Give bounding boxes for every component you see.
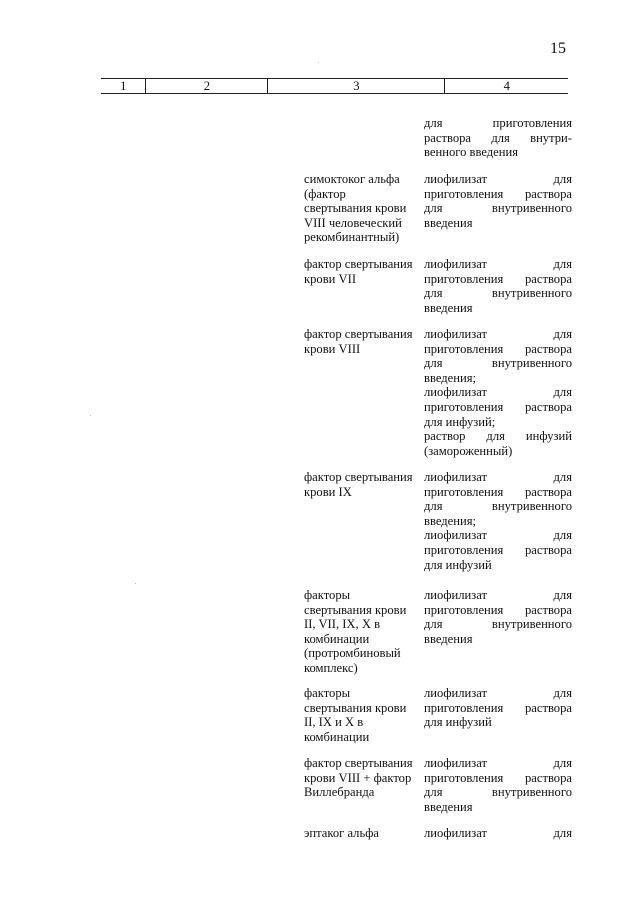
- dosage-form-line: введения: [424, 300, 473, 315]
- drug-name-line: свертывания крови: [304, 602, 407, 617]
- drug-name-cell: [304, 756, 420, 800]
- table-column-header: [101, 78, 568, 94]
- dosage-form-line: лиофилизат для: [424, 588, 572, 602]
- drug-name-line: фактор свертывания: [304, 257, 413, 271]
- drug-name-line: Виллебранда: [304, 785, 375, 800]
- scan-speck: [90, 415, 91, 416]
- drug-name-line: комбинации: [304, 729, 370, 744]
- dosage-form-line: лиофилизат для: [424, 327, 572, 341]
- drug-name-line: крови VII: [304, 271, 357, 286]
- dosage-form-line: приготовления раствора: [424, 484, 572, 499]
- dosage-form-line: для инфузий: [424, 715, 492, 730]
- dosage-form-line: лиофилизат для: [424, 385, 572, 400]
- drug-name-line: свертывания крови: [304, 201, 407, 216]
- dosage-form-cell: [424, 257, 572, 315]
- drug-name-line: крови VIII: [304, 341, 361, 356]
- drug-name-line: фактор свертывания: [304, 756, 413, 770]
- drug-name-line: крови VIII + фактор: [304, 770, 412, 785]
- dosage-form-line: для внутривенного: [424, 286, 572, 301]
- dosage-form-line: введения: [424, 799, 473, 814]
- drug-name-line: VIII человеческий: [304, 215, 402, 230]
- drug-name-line: комплекс): [304, 660, 358, 675]
- dosage-form-line: для внутривенного: [424, 201, 572, 216]
- dosage-form-line: лиофилизат для: [424, 172, 572, 186]
- dosage-form-line: приготовления раствора: [424, 700, 572, 715]
- dosage-form-line: лиофилизат для: [424, 826, 572, 840]
- page-number: 15: [550, 40, 566, 57]
- dosage-form-cell: [424, 327, 572, 458]
- dosage-form-line: для внутривенного: [424, 617, 572, 632]
- drug-name-line: симоктоког альфа: [304, 172, 400, 186]
- dosage-form-line: лиофилизат для: [424, 686, 572, 700]
- column-number-4: 4: [444, 79, 568, 93]
- dosage-form-line: приготовления раствора: [424, 186, 572, 201]
- dosage-form-line: для приготовления: [424, 116, 572, 130]
- drug-name-cell: [304, 172, 420, 245]
- dosage-form-line: приготовления раствора: [424, 770, 572, 785]
- dosage-form-cell: [424, 172, 572, 230]
- drug-name-line: фактор свертывания: [304, 327, 413, 341]
- dosage-form-line: приготовления раствора: [424, 271, 572, 286]
- drug-name-cell: [304, 257, 420, 286]
- dosage-form-line: (замороженный): [424, 443, 513, 458]
- drug-name-line: фактор свертывания: [304, 470, 413, 484]
- drug-name-line: эптаког альфа: [304, 826, 379, 840]
- dosage-form-line: лиофилизат для: [424, 756, 572, 770]
- dosage-form-cell: [424, 756, 572, 814]
- dosage-form-line: приготовления раствора: [424, 341, 572, 356]
- dosage-form-line: раствора для внутри-: [424, 130, 572, 145]
- drug-name-cell: [304, 588, 420, 676]
- drug-name-line: свертывания крови: [304, 700, 407, 715]
- dosage-form-line: раствор для инфузий: [424, 429, 572, 444]
- drug-name-line: крови IX: [304, 484, 352, 499]
- dosage-form-line: приготовления раствора: [424, 602, 572, 617]
- dosage-form-cell: [424, 116, 572, 160]
- dosage-form-line: приготовления раствора: [424, 399, 572, 414]
- dosage-form-line: приготовления раствора: [424, 542, 572, 557]
- drug-name-line: рекомбинантный): [304, 230, 400, 245]
- drug-name-line: (протромбиновый: [304, 646, 401, 661]
- dosage-form-line: для внутривенного: [424, 785, 572, 800]
- drug-name-line: факторы: [304, 588, 351, 602]
- drug-name-cell: [304, 686, 420, 744]
- column-number-1: 1: [120, 79, 127, 93]
- dosage-form-line: для инфузий;: [424, 414, 496, 429]
- dosage-form-line: для внутривенного: [424, 499, 572, 514]
- dosage-form-line: лиофилизат для: [424, 528, 572, 543]
- drug-name-line: II, IX и X в: [304, 715, 364, 730]
- dosage-form-cell: [424, 588, 572, 646]
- column-number-2: 2: [145, 79, 267, 93]
- drug-name-cell: [304, 470, 420, 499]
- drug-name-line: факторы: [304, 686, 351, 700]
- dosage-form-cell: [424, 470, 572, 572]
- dosage-form-line: лиофилизат для: [424, 257, 572, 271]
- drug-name-cell: [304, 826, 420, 841]
- dosage-form-line: введения;: [424, 370, 477, 385]
- dosage-form-line: для внутривенного: [424, 356, 572, 371]
- dosage-form-line: введения;: [424, 513, 477, 528]
- dosage-form-line: лиофилизат для: [424, 470, 572, 484]
- drug-name-line: (фактор: [304, 186, 346, 201]
- dosage-form-line: венного введения: [424, 145, 519, 160]
- scan-speck: [318, 62, 319, 63]
- dosage-form-line: для инфузий: [424, 557, 492, 572]
- drug-name-cell: [304, 327, 420, 356]
- drug-name-line: II, VII, IX, X в: [304, 617, 381, 632]
- scan-speck: [135, 583, 136, 584]
- dosage-form-cell: [424, 686, 572, 730]
- column-number-3: 3: [267, 79, 444, 93]
- dosage-form-cell: [424, 826, 572, 841]
- drug-name-line: комбинации: [304, 631, 370, 646]
- dosage-form-line: введения: [424, 215, 473, 230]
- dosage-form-line: введения: [424, 631, 473, 646]
